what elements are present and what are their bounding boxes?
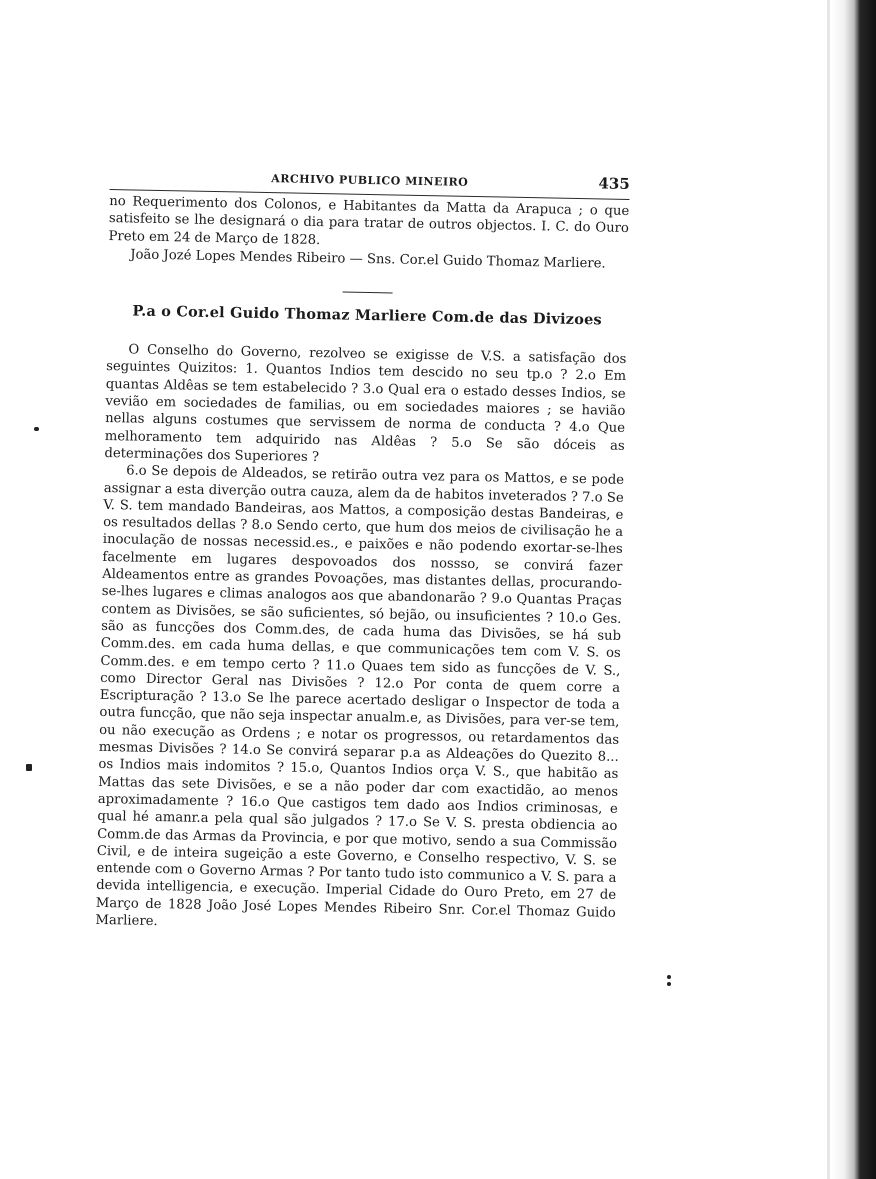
running-title: ARCHIVO PUBLICO MINEIRO — [271, 172, 469, 189]
letter-closing-text: no Requerimento dos Colonos, e Habitantes da Matta da Arapuca ; o que satisfeito se lhe designará o dia para tratar de outros objectos. I. C. do Ouro Preto em 24 de Março de 1828. — [108, 193, 630, 248]
section-separator — [343, 292, 393, 294]
margin-mark — [667, 982, 671, 986]
body-paragraph: O Conselho do Governo, rezolveo se exigisse de V.S. a satisfação dos seguintes Quizitos: 1. Quantos Indios tem descido no seu tp.o ? 2.o Em quantas Aldêas se tem estabelecido ? 3.o Qual era o estado desses Indios, se vevião em sociedades de familias, ou em sociedades maiores ; se havião nellas alguns costumes que servissem de norma de conducta ? 4.o Que melhoramento tem adquirido nas Aldêas ? 5.o Se são dóceis as determinações dos Superiores ? — [104, 342, 627, 466]
book-spine-shadow — [830, 0, 876, 1179]
letter-signature: João Jozé Lopes Mendes Ribeiro — Sns. Cor.el Guido Thomaz Marliere. — [130, 247, 606, 272]
body-paragraph: 6.o Se depois de Aldeados, se retirão outra vez para os Mattos, e se pode assignar a esta diverção outra cauza, alem da de habitos inveterados ? 7.o Se V. S. tem mandado Bandeiras, aos Mattos, a composição destas Bandeiras, e os resultados dellas ? 8.o Sendo certo, que hum dos meios de civilisação he a inoculação de nossas necessid.es., e paixões e não podendo exortar-se-lhes facelmente em lugares despovoados dos nossso, se convirá fazer Aldeamentos entre as grandes Povoações, mas distantes dellas, procurando-se-lhes lugares e climas analogos aos que abandonarão ? 9.o Quantas Praças contem as Divisões, se são suficientes, só bejão, ou insuficientes ? 10.o Ges. são as funcções dos Comm.des, de cada huma das Divisões, se há sub Comm.des. em cada huma dellas, e que communicações tem com V. S. os Comm.des. e em tempo certo ? 11.o Quaes tem sido as funcções de V. S., como Director Geral nas Divisões ? 12.o Por conta de quem corre a Escripturação ? 13.o Se lhe parece acertado desligar o Inspector de toda a outra funcção, que não seja inspectar anualm.e, as Divisões, para ver-se tem, ou não execução as Ordens ; e notar os progressos, ou retardamentos das mesmas Divisões ? 14.o Se convirá separar p.a as Aldeações do Quezito 8... os Indios mais indomitos ? 15.o, Quantos Indios orça V. S., que habitão as Mattas das sete Divisões, e se a não poder dar com exactidão, ao menos aproximadamente ? 16.o Que castigos tem dado aos Indios criminosas, e qual hé amanr.a pela qual são julgados ? 17.o Se V. S. presta obdiencia ao Comm.de das Armas da Provincia, e por que motivo, sendo a sua Commissão Civil, e de inteira sugeição a este Governo, e Conselho respectivo, V. S. se entende com o Governo Armas ? Por tanto tudo isto communico a V. S. para a devida intelligencia, e execução. Imperial Cidade do Ouro Preto, em 27 de Março de 1828 João José Lopes Mendes Ribeiro Snr. Cor.el Thomaz Guido Marliere. — [95, 463, 625, 930]
page-number: 435 — [598, 174, 630, 193]
margin-mark — [26, 764, 32, 771]
page-header — [110, 165, 630, 197]
letter-heading: P.a o Cor.el Guido Thomaz Marliere Com.de das Divizoes — [132, 302, 603, 329]
margin-mark — [34, 427, 39, 431]
document-page — [95, 165, 630, 939]
margin-mark — [667, 975, 671, 979]
